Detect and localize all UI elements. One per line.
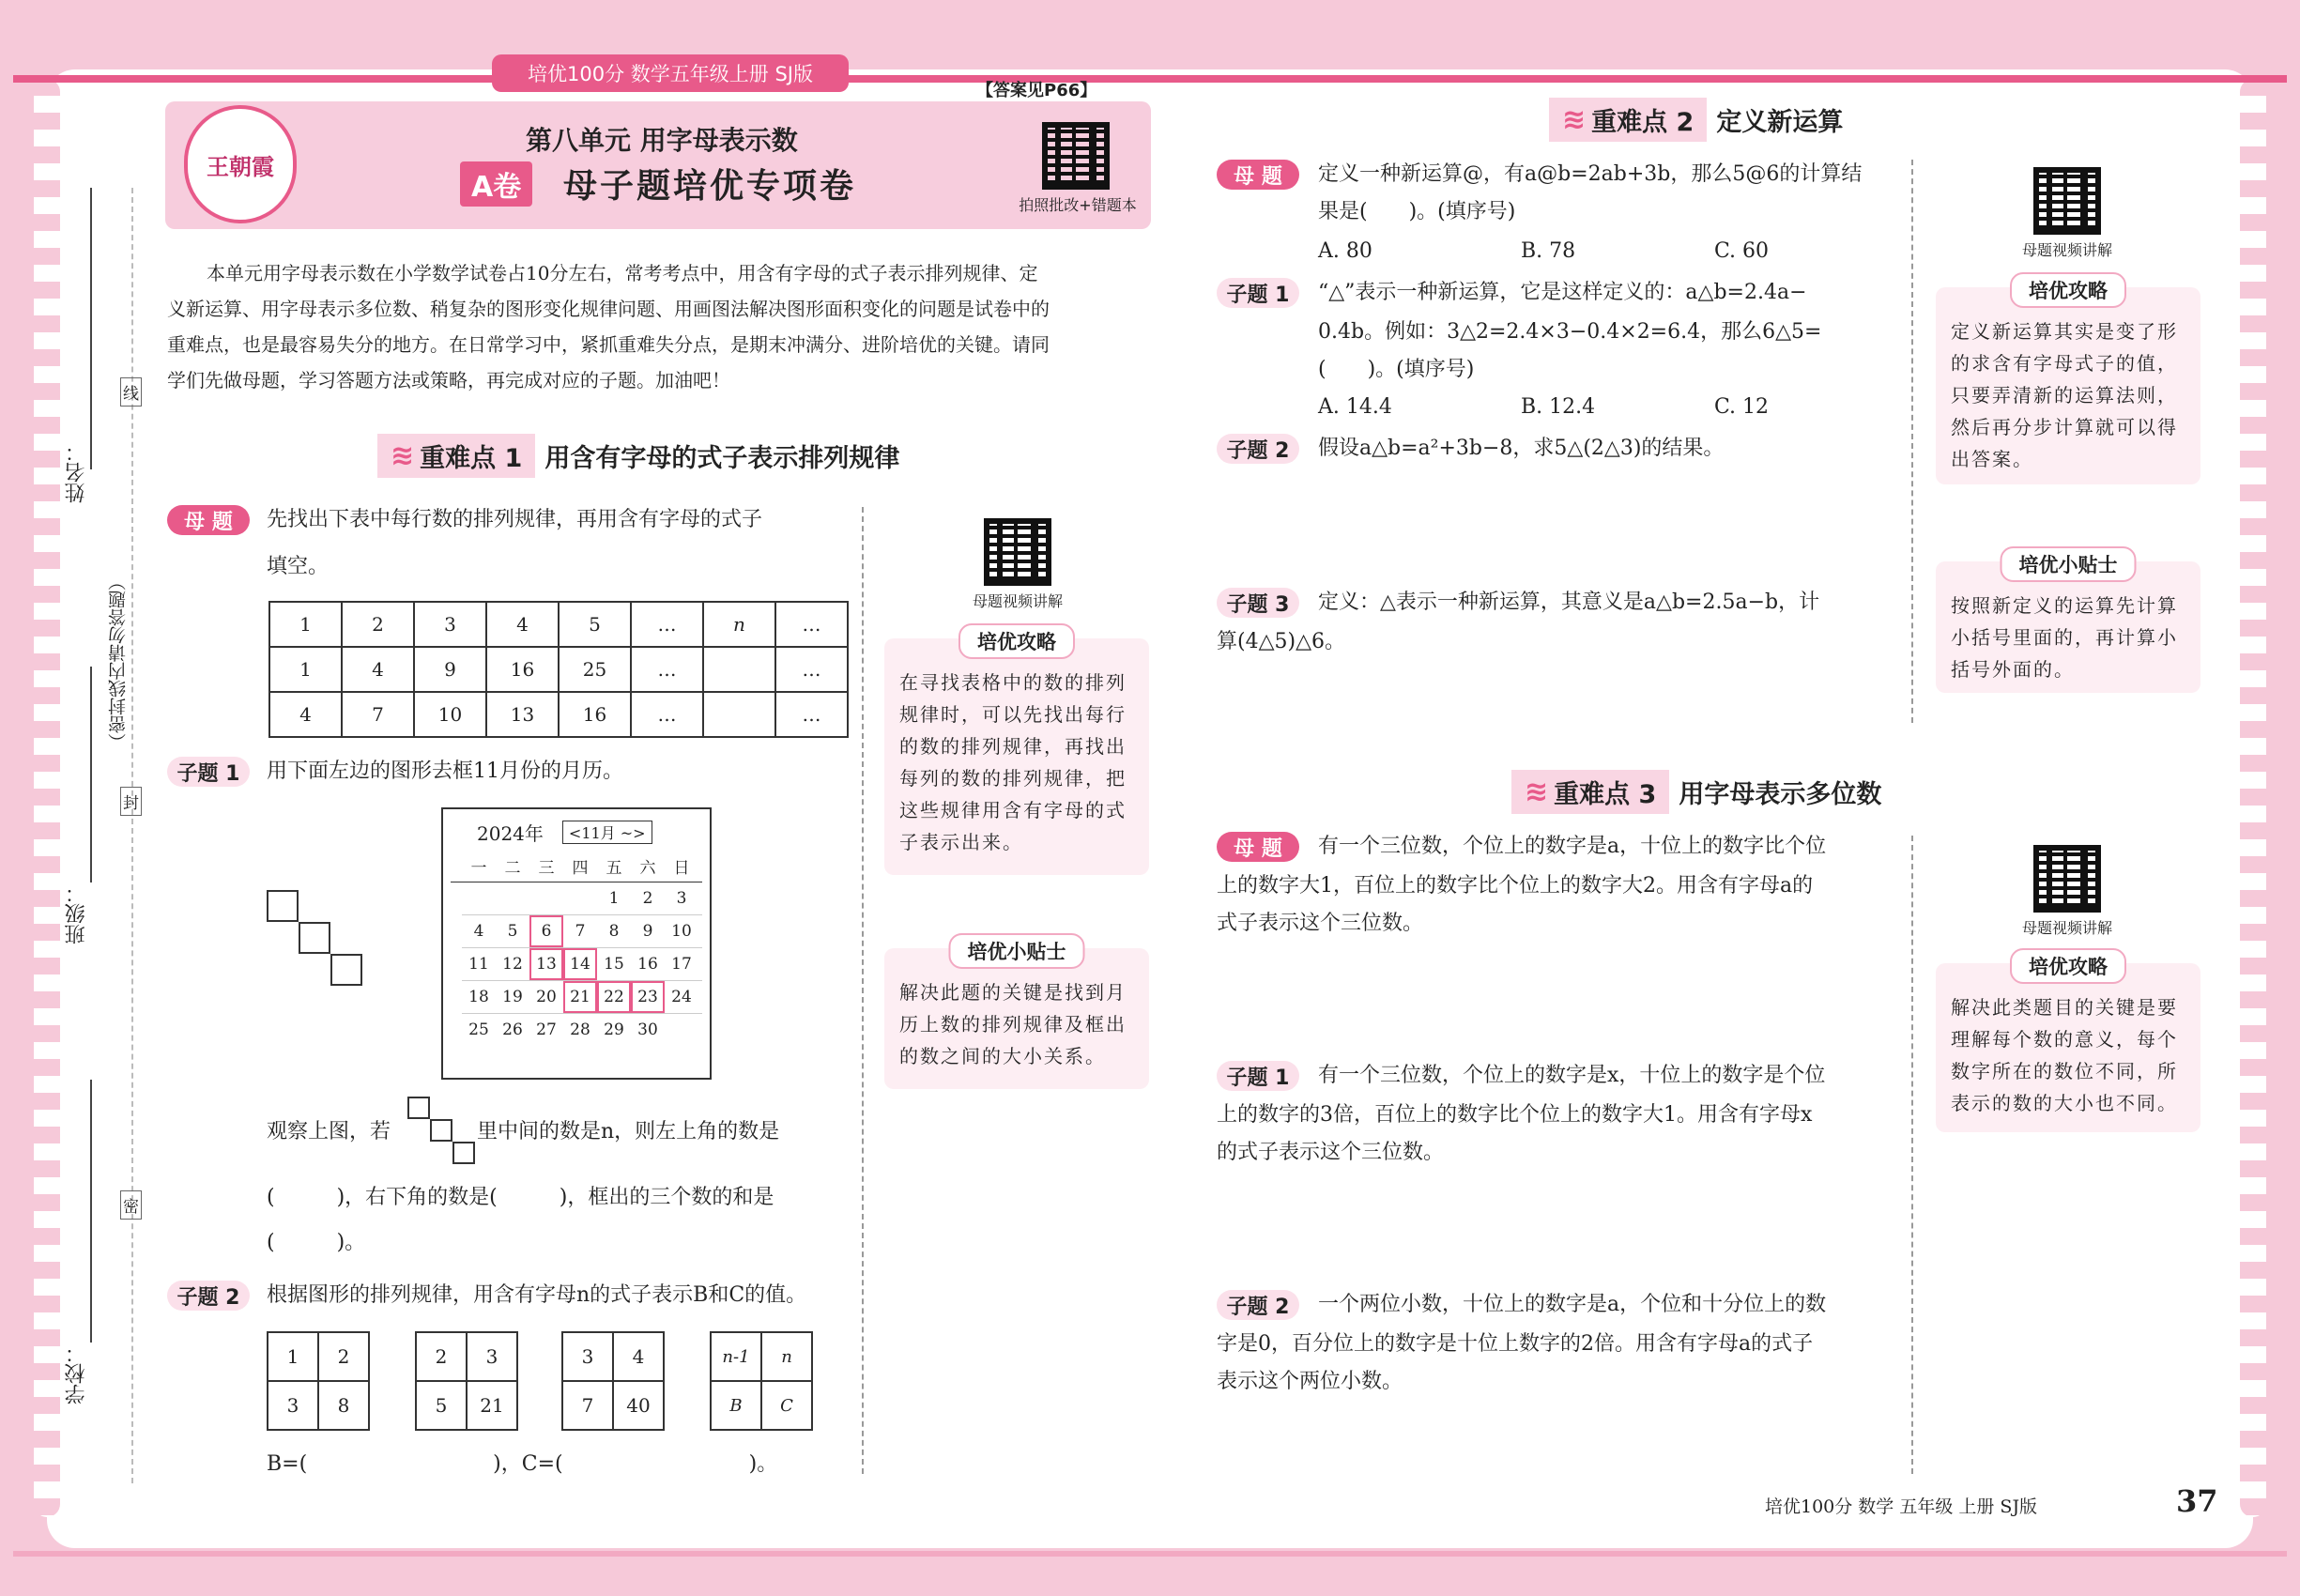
school-label: 学校： [65, 1343, 88, 1404]
s3-sub2-line3: 表示这个两位小数。 [1217, 1370, 1403, 1393]
section2-heading [1549, 98, 1843, 142]
table-cell: … [775, 692, 848, 737]
s1-tip-hint [884, 941, 1149, 1089]
s3-qr-caption: 母题视频讲解 [2021, 919, 2112, 937]
grid-cell: 5 [416, 1381, 467, 1430]
day-cell: 24 [671, 988, 692, 1006]
weekday: 六 [639, 858, 656, 878]
s1-tip-strategy [884, 631, 1149, 875]
intro-line-1: 本单元用字母表示数在小学数学试卷占10分左右，常考考点中，用含有字母的式子表示排列规律、定 [207, 262, 1038, 284]
weekday: 三 [538, 858, 555, 878]
intro-line-4: 学们先做母题，学习答题方法或策略，再完成对应的子题。加油吧！ [167, 369, 730, 391]
s2-sub1-opt-a[interactable]: A. 14.4 [1318, 395, 1392, 419]
weekday: 四 [572, 858, 589, 878]
day-cell: 28 [570, 1021, 590, 1039]
table-cell: 9 [414, 647, 486, 692]
s3-mother-label: 母 题 [1217, 832, 1299, 862]
s3-sub2-label: 子题 2 [1217, 1290, 1299, 1320]
s2-mother-line1: 定义一种新运算@，有a@b=2ab+3b，那么5@6的计算结 [1318, 162, 1863, 186]
s2-sub1-opt-b[interactable]: B. 12.4 [1521, 395, 1596, 419]
day-cell: 11 [468, 955, 489, 974]
s2-tip-strategy [1936, 280, 2200, 484]
unit-title: 第八单元 用字母表示数 [526, 125, 798, 156]
top-rule [13, 75, 2287, 83]
mini-staircase-square [407, 1097, 430, 1119]
s2-opt-c[interactable]: C. 60 [1714, 239, 1770, 263]
s3-sub1-label: 子题 1 [1217, 1061, 1299, 1091]
right-wavy-border [2240, 79, 2266, 1517]
intro-line-2: 义新运算、用字母表示多位数、稍复杂的图形变化规律问题、用画图法解决图形面积变化的问题是试卷中的 [167, 298, 1050, 320]
class-label: 班级： [65, 882, 88, 944]
observe-line2: ( )，右下角的数是( )，框出的三个数的和是 [267, 1186, 774, 1209]
brand-logo [184, 105, 297, 223]
s1-mother-line1: 先找出下表中每行数的排列规律，再用含有字母的式子 [267, 508, 763, 531]
observe-text-a: 观察上图，若 [267, 1120, 391, 1143]
mini-staircase-square [452, 1142, 475, 1164]
grid-cell: 3 [268, 1381, 318, 1430]
day-cell: 9 [642, 922, 653, 941]
footer-text: 培优100分 数学 五年级 上册 SJ版 [1765, 1496, 2038, 1517]
grid-cell: 8 [318, 1381, 369, 1430]
table-cell: … [775, 602, 848, 647]
class-blank [90, 667, 92, 882]
section1-heading [377, 434, 899, 478]
s2-column-divider [1911, 160, 1913, 723]
grid-cell: 4 [613, 1332, 664, 1381]
day-cell: 5 [507, 922, 518, 941]
calendar-month-select[interactable]: <11月 ~> [562, 821, 652, 844]
tip-title: 培优攻略 [2010, 948, 2126, 984]
day-cell: 16 [637, 955, 658, 974]
staircase-square [267, 890, 299, 922]
day-cell: 26 [502, 1021, 523, 1039]
pattern-grid-3 [561, 1331, 665, 1431]
table-cell: 4 [342, 647, 414, 692]
mark-line: 线 [120, 377, 142, 407]
s2-sub1-line1: “△”表示一种新运算，它是这样定义的：a△b=2.4a− [1318, 281, 1807, 304]
table-cell: 1 [269, 602, 342, 647]
s2-sub3-line2: 算(4△5)△6。 [1217, 630, 1345, 653]
table-cell: 3 [414, 602, 486, 647]
grid-cell: 1 [268, 1332, 318, 1381]
qr-code-icon[interactable] [2033, 845, 2101, 913]
page-number: 37 [2176, 1483, 2218, 1519]
grid-cell: 2 [318, 1332, 369, 1381]
day-cell: 27 [536, 1021, 557, 1039]
table-cell: 16 [486, 647, 559, 692]
tip-title: 培优攻略 [2010, 272, 2126, 308]
table-cell: … [631, 647, 703, 692]
day-cell: 10 [671, 922, 692, 941]
s1-answer-line[interactable]: B=( )，C=( )。 [267, 1452, 778, 1476]
s2-sub2-label: 子题 2 [1217, 434, 1299, 464]
tip-text: 解决此题的关键是找到月历上数的排列规律及框出的数之间的大小关系。 [899, 981, 1127, 1067]
s2-sub1-opt-c[interactable]: C. 12 [1714, 395, 1770, 419]
day-cell: 12 [502, 955, 523, 974]
paper-badge: A卷 [460, 161, 532, 207]
table-cell: 4 [486, 602, 559, 647]
qr-code-icon[interactable] [984, 518, 1051, 586]
qr-code-icon[interactable] [2033, 167, 2101, 235]
table-cell: 4 [269, 692, 342, 737]
staircase-square [299, 922, 330, 954]
name-blank [90, 188, 92, 469]
s2-sub1-line3: ( )。(填序号) [1318, 358, 1475, 381]
pattern-grid-2 [415, 1331, 518, 1431]
day-cell [462, 882, 496, 914]
mini-staircase-square [430, 1119, 452, 1142]
day-cell [563, 882, 597, 914]
series-tab: 培优100分 数学五年级上册 SJ版 [492, 54, 849, 92]
day-cell: 20 [536, 988, 557, 1006]
tip-text: 定义新运算其实是变了形的求含有字母式子的值，只要弄清新的运算法则，然后再分步计算就可以得出答案。 [1951, 320, 2178, 470]
s1-column-divider [862, 507, 864, 1474]
s2-mother-line2: 果是( )。(填序号) [1318, 200, 1516, 223]
section1-title: 用含有字母的式子表示排列规律 [544, 444, 900, 473]
left-wavy-border [34, 79, 60, 1517]
section3-title: 用字母表示多位数 [1679, 780, 1882, 809]
s1-sub1-text: 用下面左边的图形去框11月份的月历。 [267, 760, 623, 783]
tip-text: 在寻找表格中的数的排列规律时，可以先找出每行的数的排列规律，再找出每列的数的排列规律，把这些规律用含有字母的式子表示出来。 [899, 671, 1127, 853]
intro-line-3: 重难点，也是最容易失分的地方。在日常学习中，紧抓重难失分点，是期末冲满分、进阶培优的关键。请同 [167, 333, 1050, 356]
section1-tag: ≋ 重难点 1 [377, 434, 535, 478]
grid-cell: 40 [613, 1381, 664, 1430]
name-label: 姓名： [65, 441, 88, 503]
s3-sub1-line3: 的式子表示这个三位数。 [1217, 1141, 1445, 1164]
staircase-square [330, 954, 362, 986]
grid-cell: C [761, 1381, 812, 1430]
qr-code-icon[interactable] [1042, 122, 1110, 190]
day-cell-framed: 14 [563, 948, 597, 980]
s3-mother-line3: 式子表示这个三位数。 [1217, 912, 1424, 935]
s3-sub2-line2: 字是0，百分位上的数字是十位上数字的2倍。用含有字母a的式子 [1217, 1332, 1814, 1356]
grid-cell: 7 [562, 1381, 613, 1430]
table-answer-cell[interactable] [703, 647, 775, 692]
table-cell: n [703, 602, 775, 647]
s2-qr-caption: 母题视频讲解 [2021, 241, 2112, 259]
table-answer-cell[interactable] [703, 692, 775, 737]
s1-sub1-label: 子题 1 [167, 757, 250, 787]
s2-sub3-label: 子题 3 [1217, 588, 1299, 618]
day-cell-framed: 13 [529, 948, 563, 980]
s1-sub2-label: 子题 2 [167, 1281, 250, 1311]
day-cell [529, 882, 563, 914]
grid-cell: 2 [416, 1332, 467, 1381]
sequence-table [268, 601, 849, 738]
mark-dense: 密 [120, 1190, 142, 1220]
bottom-rule [13, 1551, 2287, 1557]
calendar-year: 2024年 [477, 822, 544, 845]
table-cell: … [631, 692, 703, 737]
s3-tip-strategy [1936, 956, 2200, 1132]
day-cell: 8 [608, 922, 620, 941]
qr-caption: 拍照批改+错题本 [1019, 196, 1137, 214]
day-cell [496, 882, 529, 914]
day-cell: 29 [604, 1021, 624, 1039]
grid-cell: 21 [467, 1381, 517, 1430]
day-cell: 1 [608, 889, 620, 908]
table-cell: 5 [559, 602, 631, 647]
section2-tag: ≋ 重难点 2 [1549, 98, 1707, 142]
section3-heading [1511, 770, 1881, 814]
day-cell [665, 1014, 698, 1046]
s1-qr-caption: 母题视频讲解 [972, 592, 1063, 610]
day-cell: 3 [676, 889, 687, 908]
s2-mother-label: 母 题 [1217, 160, 1299, 190]
day-cell: 25 [468, 1021, 489, 1039]
table-cell: 16 [559, 692, 631, 737]
day-cell: 4 [473, 922, 484, 941]
day-cell: 7 [575, 922, 586, 941]
tip-text: 解决此类题目的关键是要理解每个数的意义，每个数字所在的数位不同，所表示的数的大小也不同。 [1951, 996, 2178, 1114]
day-cell: 18 [468, 988, 489, 1006]
table-cell: 10 [414, 692, 486, 737]
table-cell: … [775, 647, 848, 692]
grid-cell: 3 [562, 1332, 613, 1381]
tip-title: 培优攻略 [958, 623, 1075, 659]
grid-cell: n-1 [711, 1332, 761, 1381]
s3-sub1-line2: 上的数字的3倍，百位上的数字比个位上的数字大1。用含有字母x [1217, 1103, 1813, 1127]
calendar [441, 807, 712, 1080]
seal-notice: （密封线内请勿答题） [108, 573, 129, 751]
s1-mother-label: 母 题 [167, 505, 250, 535]
section3-tag: ≋ 重难点 3 [1511, 770, 1669, 814]
day-cell-framed: 22 [597, 981, 631, 1013]
grid-cell: n [761, 1332, 812, 1381]
grid-cell: 3 [467, 1332, 517, 1381]
day-cell: 30 [637, 1021, 658, 1039]
s2-sub3-line1: 定义：△表示一种新运算，其意义是a△b=2.5a−b，计 [1318, 591, 1820, 614]
observe-text-b: 里中间的数是n，则左上角的数是 [477, 1120, 780, 1143]
table-cell: 7 [342, 692, 414, 737]
day-cell-framed: 23 [631, 981, 665, 1013]
s1-sub2-text: 根据图形的排列规律，用含有字母n的式子表示B和C的值。 [267, 1283, 807, 1307]
weekday: 五 [606, 858, 622, 878]
table-cell: 25 [559, 647, 631, 692]
s2-tip-hint [1936, 554, 2200, 693]
table-cell: 13 [486, 692, 559, 737]
s3-mother-line2: 上的数字大1，百位上的数字比个位上的数字大2。用含有字母a的 [1217, 874, 1814, 898]
s3-column-divider [1911, 836, 1913, 1474]
day-cell: 17 [671, 955, 692, 974]
s3-sub1-line1: 有一个三位数，个位上的数字是x，十位上的数字是个位 [1318, 1064, 1826, 1087]
answer-ref: 【答案见P66】 [976, 81, 1097, 100]
s2-opt-b[interactable]: B. 78 [1521, 239, 1576, 263]
day-cell-framed: 6 [529, 915, 563, 947]
table-cell: 1 [269, 647, 342, 692]
tip-title: 培优小贴士 [2001, 546, 2137, 582]
table-cell: 2 [342, 602, 414, 647]
pattern-grid-1 [267, 1331, 370, 1431]
weekday: 二 [504, 858, 521, 878]
s1-mother-line2: 填空。 [267, 555, 330, 578]
logo-text: 王朝霞 [207, 153, 274, 180]
paper-title: 母子题培优专项卷 [563, 167, 857, 206]
day-cell: 2 [642, 889, 653, 908]
tip-title: 培优小贴士 [949, 933, 1085, 969]
pattern-grid-4 [710, 1331, 813, 1431]
table-cell: … [631, 602, 703, 647]
tip-text: 按照新定义的运算先计算小括号里面的，再计算小括号外面的。 [1951, 594, 2178, 681]
observe-line3: ( )。 [267, 1231, 366, 1254]
grid-cell: B [711, 1381, 761, 1430]
s3-sub2-line1: 一个两位小数，十位上的数字是a，个位和十分位上的数 [1318, 1293, 1827, 1316]
school-blank [90, 1080, 92, 1343]
s2-sub1-label: 子题 1 [1217, 278, 1299, 308]
s3-mother-line1: 有一个三位数，个位上的数字是a，十位上的数字比个位 [1318, 835, 1827, 858]
weekday: 一 [470, 858, 487, 878]
section2-title: 定义新运算 [1716, 108, 1844, 137]
mark-seal: 封 [120, 787, 142, 816]
s2-sub2-text: 假设a△b=a²+3b−8，求5△(2△3)的结果。 [1318, 437, 1725, 460]
s2-opt-a[interactable]: A. 80 [1318, 239, 1372, 263]
day-cell: 19 [502, 988, 523, 1006]
day-cell-framed: 21 [563, 981, 597, 1013]
weekday: 日 [673, 858, 690, 878]
day-cell: 15 [604, 955, 624, 974]
s2-sub1-line2: 0.4b。例如：3△2=2.4×3−0.4×2=6.4，那么6△5= [1318, 320, 1822, 344]
